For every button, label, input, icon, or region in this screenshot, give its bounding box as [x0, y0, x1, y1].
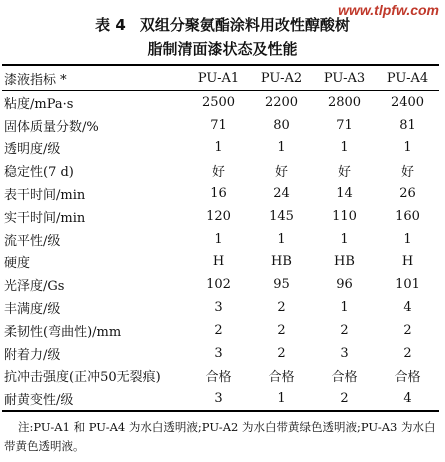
cell-value: 合格 — [331, 370, 358, 386]
table-body — [2, 91, 439, 412]
cell-value: 1 — [214, 140, 223, 156]
table-row — [2, 228, 439, 251]
cell-value: 2 — [277, 300, 286, 316]
cell-value: 合格 — [394, 370, 421, 386]
table-number: 表 4 — [95, 16, 126, 34]
cell-value: 2 — [403, 345, 412, 361]
table-row — [2, 273, 439, 296]
cell-value: 合格 — [268, 370, 295, 386]
table-title-line2: 脂制清面漆状态及性能 — [147, 40, 298, 58]
row-label: 实干时间/min — [4, 210, 86, 226]
cell-value: 好 — [337, 165, 351, 181]
cell-value: 71 — [210, 117, 227, 133]
row-label: 抗冲击强度(正冲50无裂痕) — [4, 370, 161, 386]
table-row — [2, 296, 439, 319]
cell-value: 1 — [340, 140, 349, 156]
cell-value: 合格 — [205, 370, 232, 386]
cell-value: 好 — [211, 165, 225, 181]
cell-value: 2 — [403, 322, 412, 338]
row-label: 固体质量分数/% — [4, 119, 99, 135]
cell-value: 95 — [273, 277, 290, 293]
cell-value: 160 — [395, 208, 420, 224]
cell-value: 145 — [269, 208, 294, 224]
table-caption — [0, 14, 445, 35]
cell-value: 1 — [277, 231, 286, 247]
cell-value: 1 — [403, 231, 412, 247]
table-row — [2, 114, 439, 137]
cell-value: 1 — [403, 140, 412, 156]
cell-value: 好 — [400, 165, 414, 181]
cell-value: 110 — [332, 208, 357, 224]
table-row — [2, 205, 439, 228]
header-indicator: 漆液指标 * — [4, 72, 67, 88]
table-row — [2, 342, 439, 365]
cell-value: 3 — [214, 391, 223, 407]
cell-value: 80 — [273, 117, 290, 133]
table-row — [2, 365, 439, 388]
table-row — [2, 159, 439, 182]
row-label: 光泽度/Gs — [4, 279, 65, 295]
header-pu-a4: PU-A4 — [386, 70, 429, 86]
cell-value: 4 — [403, 391, 412, 407]
table-row — [2, 137, 439, 160]
cell-value: 1 — [277, 391, 286, 407]
cell-value: 4 — [403, 300, 412, 316]
cell-value: HB — [334, 254, 355, 270]
table-row — [2, 319, 439, 342]
cell-value: 102 — [206, 277, 231, 293]
cell-value: 3 — [214, 345, 223, 361]
header-pu-a2: PU-A2 — [260, 70, 303, 86]
cell-value: 1 — [214, 231, 223, 247]
cell-value: 1 — [340, 231, 349, 247]
cell-value: H — [401, 254, 414, 270]
row-label: 丰满度/级 — [4, 302, 61, 318]
row-label: 稳定性(7 d) — [4, 165, 74, 181]
cell-value: 2500 — [201, 94, 236, 110]
row-label: 硬度 — [4, 256, 31, 272]
cell-value: 16 — [210, 186, 227, 202]
watermark: www.tlpfw.com — [338, 2, 439, 18]
table-title-line1: 双组分聚氨酯涂料用改性醇酸树 — [139, 16, 350, 34]
row-label: 粘度/mPa·s — [4, 96, 74, 112]
cell-value: 2 — [214, 322, 223, 338]
properties-table — [2, 64, 439, 412]
cell-value: 24 — [273, 186, 290, 202]
row-label: 柔韧性(弯曲性)/mm — [4, 324, 122, 340]
cell-value: 2 — [340, 322, 349, 338]
table-row — [2, 91, 439, 114]
cell-value: 120 — [206, 208, 231, 224]
cell-value: 26 — [399, 186, 416, 202]
cell-value: HB — [271, 254, 292, 270]
cell-value: 96 — [336, 277, 353, 293]
header-pu-a1: PU-A1 — [197, 70, 240, 86]
table-note: 注:PU-A1 和 PU-A4 为水白透明液;PU-A2 为水白带黄绿色透明液;PU-A3 为水白带黄色透明液。 — [4, 420, 436, 453]
cell-value: 1 — [340, 300, 349, 316]
cell-value: 2800 — [327, 94, 362, 110]
table-header-row — [2, 65, 439, 91]
table-row — [2, 182, 439, 205]
cell-value: 2400 — [390, 94, 425, 110]
cell-value: 81 — [399, 117, 416, 133]
cell-value: 2 — [340, 391, 349, 407]
cell-value: 101 — [395, 277, 420, 293]
cell-value: 2 — [277, 345, 286, 361]
header-pu-a3: PU-A3 — [323, 70, 366, 86]
cell-value: 14 — [336, 186, 353, 202]
cell-value: 71 — [336, 117, 353, 133]
row-label: 附着力/级 — [4, 347, 61, 363]
cell-value: 好 — [274, 165, 288, 181]
row-label: 流平性/级 — [4, 233, 61, 249]
row-label: 表干时间/min — [4, 188, 86, 204]
cell-value: 3 — [214, 300, 223, 316]
cell-value: 2 — [277, 322, 286, 338]
row-label: 耐黄变性/级 — [4, 393, 74, 409]
cell-value: H — [212, 254, 225, 270]
cell-value: 3 — [340, 345, 349, 361]
cell-value: 2200 — [264, 94, 299, 110]
row-label: 透明度/级 — [4, 142, 61, 158]
table-row — [2, 251, 439, 274]
cell-value: 1 — [277, 140, 286, 156]
table-row — [2, 387, 439, 411]
